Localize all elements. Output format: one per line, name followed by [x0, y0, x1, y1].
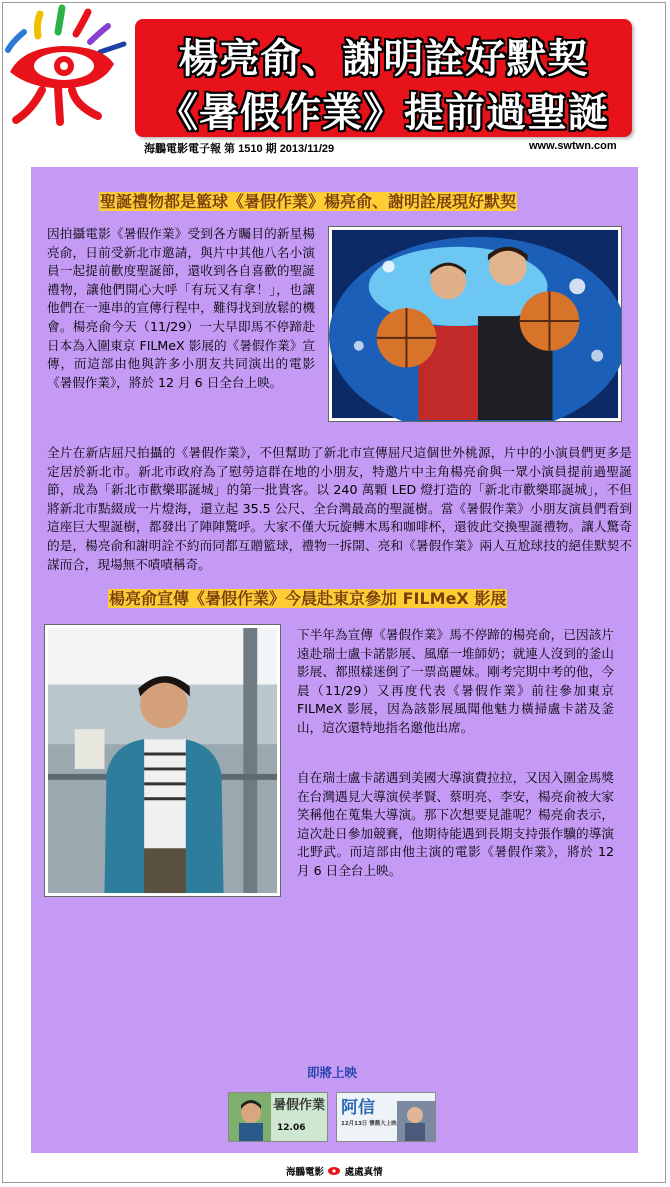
- haipeng-logo: [2, 2, 138, 128]
- christmas-basketball-photo: [328, 226, 622, 422]
- poster-oshin[interactable]: [336, 1092, 436, 1142]
- poster-summer-homework-date: 12.06: [277, 1123, 306, 1133]
- issue-info: 海鵬電影電子報 第 1510 期 2013/11/29: [144, 143, 335, 155]
- headline-line1: 楊亮俞、謝明詮好默契: [178, 36, 589, 82]
- website-link[interactable]: www.swtwn.com: [529, 140, 617, 152]
- section-heading-2: 楊亮俞宣傳《暑假作業》今晨赴東京參加 FILMeX 影展: [109, 589, 507, 608]
- poster-summer-homework-title: 暑假作業: [273, 1098, 326, 1113]
- article-paragraph-4: 自在瑞士盧卡諾遇到美國大導演費拉拉，又因入圍金馬獎在台灣遇見大導演侯孝賢、蔡明亮、李安，楊亮俞被大家笑稱他在蒐集大導演。那下次想要見誰呢？楊亮俞表示，這次赴日參加競賽，他期待能遇到長期支持張作驥的導演北野武。而這部由他主演的電影《暑假作業》，將於 12 月 6 日全台上映。: [297, 770, 614, 878]
- footer-slogan: 處處真情: [344, 1167, 383, 1178]
- upcoming-label: 即將上映: [307, 1065, 358, 1080]
- footer: [286, 1164, 383, 1178]
- airport-portrait-photo: [44, 624, 281, 897]
- article-paragraph-1: 因拍攝電影《暑假作業》受到各方矚目的新星楊亮俞，日前受新北市邀請，與片中其他八名小演員一起提前歡度聖誕節，還收到各自喜歡的聖誕禮物，讓他們開心大呼「有玩又有拿！」，也讓他們在一連串的宣傳行程中，難得找到放鬆的機會。楊亮俞今天（11/29）一大早即馬不停蹄赴日本為入圍東京 FILMeX 影展的《暑假作業》宣傳，而這部由他與許多小朋友共同演出的電影《暑假作業》，將於 12 月 6 日全台上映。: [47, 226, 315, 390]
- article-paragraph-2: 全片在新店屈尺拍攝的《暑假作業》，不但幫助了新北市宣傳屈尺這個世外桃源，片中的小演員們更多是定居於新北市。新北市政府為了慰勞這群在地的小朋友，特邀片中主角楊亮俞與一眾小演員提前過聖誕節，成為「新北市歡樂耶誕城」的第一批貴客。以 240 萬顆 LED 燈打造的「新北市歡樂耶誕城」，不但將新北市點綴成一片燈海，還立起 35.5 公尺、全台灣最高的聖誕樹。當《暑假作業》小朋友演員們看到這座巨大聖誕樹，都發出了陣陣驚呼。大家不僅大玩旋轉木馬和咖啡杯，還彼此交換聖誕禮物。讓人驚奇的是，楊亮俞和謝明詮不約而同都互贈籃球，禮物一拆開、亮和《暑假作業》兩人互尬球技的絕佳默契不謀而合，現場無不嘖嘖稱奇。: [47, 445, 632, 572]
- article-paragraph-3: 下半年為宣傳《暑假作業》馬不停蹄的楊亮俞，已因該片遠赴瑞士盧卡諾影展、風靡一堆師奶；就連人沒到的釜山影展、都照樣迷倒了一票高麗妹。剛考完期中考的他，今晨（11/29）又再度代表《暑假作業》前往參加東京 FILMeX 影展，因為該影展風聞他魅力橫掃盧卡諾及釜山，這次還特地指名邀他出席。: [297, 627, 614, 735]
- poster-oshin-date: 12月13日 懷舊大上映: [341, 1121, 397, 1127]
- section-heading-1: 聖誕禮物都是籃球《暑假作業》楊亮俞、謝明詮展現好默契: [100, 192, 517, 211]
- headline-banner: [135, 19, 632, 137]
- poster-summer-homework[interactable]: [228, 1092, 328, 1142]
- poster-oshin-title: 阿信: [341, 1098, 375, 1118]
- footer-logo-icon: [327, 1165, 341, 1177]
- headline-line2: 《暑假作業》提前過聖誕: [158, 90, 609, 136]
- footer-brand: 海鵬電影: [286, 1167, 325, 1178]
